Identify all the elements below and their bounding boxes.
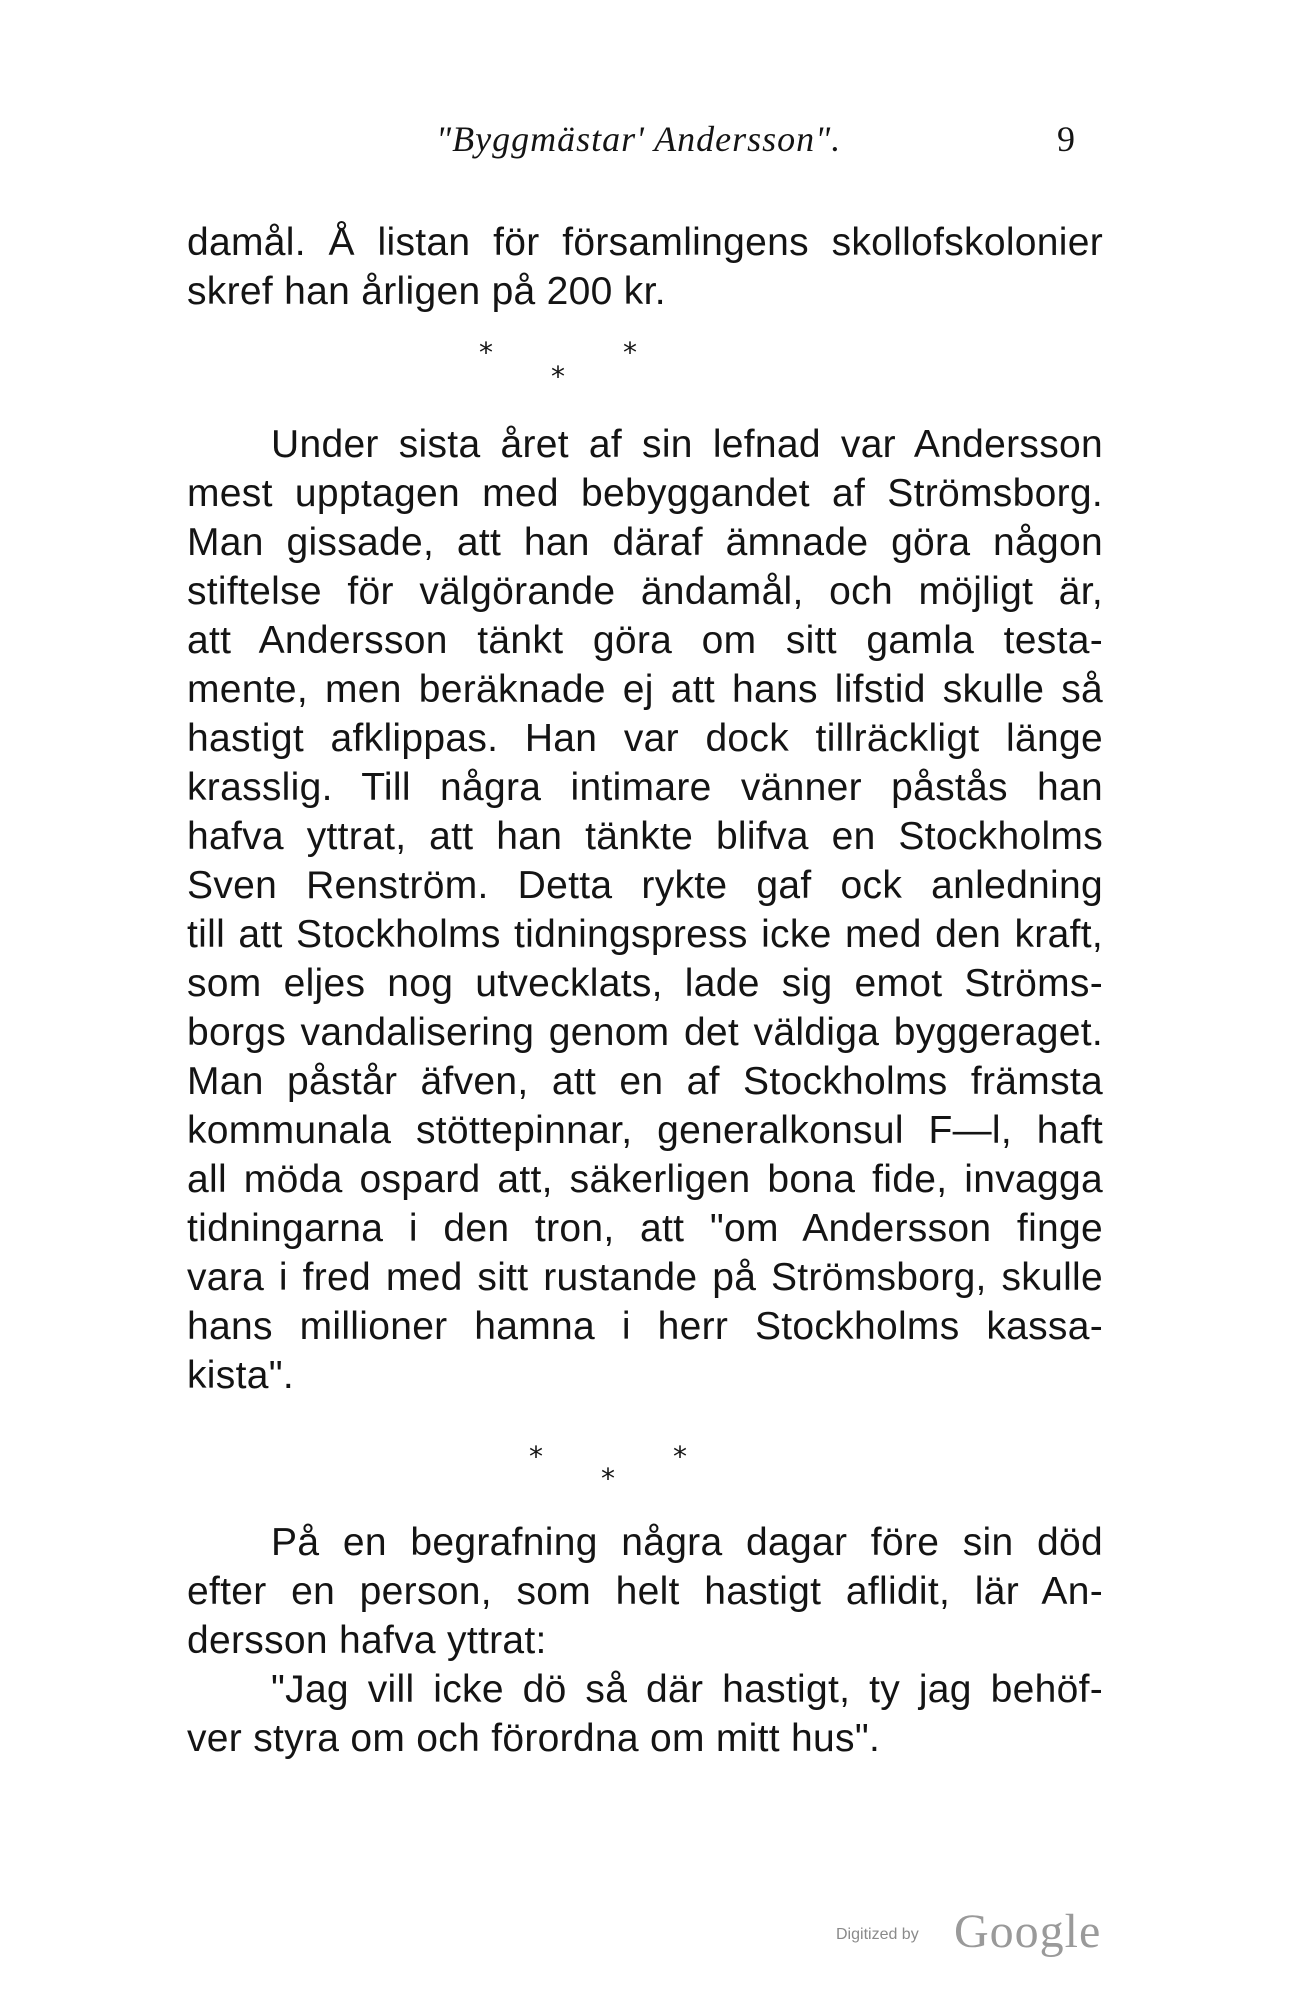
text-line: På en begrafning några dagar före sin död <box>271 1521 1103 1564</box>
section-break-asterism <box>187 1400 1103 1518</box>
text-line: mente, men beräknade ej att hans lifstid skulle så <box>187 668 1103 711</box>
body-text <box>187 218 1103 1763</box>
text-line: stiftelse för välgörande ändamål, och möjligt är, <box>187 570 1103 613</box>
digitized-label: Digitized by <box>836 1926 919 1943</box>
text-line: efter en person, som helt hastigt aflidit, lär An- <box>187 1570 1103 1613</box>
running-head <box>0 118 1300 178</box>
running-title: "Byggmästar' Andersson". <box>436 119 842 159</box>
text-line: Sven Renström. Detta rykte gaf ock anledning <box>187 864 1103 907</box>
text-line: "Jag vill icke dö så där hastigt, ty jag behöf- <box>271 1668 1103 1711</box>
text-line: kista". <box>187 1354 294 1397</box>
text-line: skref han årligen på 200 kr. <box>187 270 666 313</box>
asterism-star: * <box>479 336 493 369</box>
asterism-star: * <box>551 360 565 393</box>
asterism-star: * <box>623 336 637 369</box>
text-line: borgs vandalisering genom det väldiga byggeraget. <box>187 1011 1103 1054</box>
section-break-asterism <box>187 316 1103 420</box>
text-line: till att Stockholms tidningspress icke med den kraft, <box>187 913 1103 956</box>
text-line: Man påstår äfven, att en af Stockholms främsta <box>187 1060 1103 1103</box>
text-line: tidningarna i den tron, att "om Andersson finge <box>187 1207 1103 1250</box>
text-line: att Andersson tänkt göra om sitt gamla testa- <box>187 619 1103 662</box>
asterism-star: * <box>601 1462 615 1495</box>
text-line: vara i fred med sitt rustande på Strömsborg, skulle <box>187 1256 1103 1299</box>
asterism-star: * <box>529 1440 543 1473</box>
text-line: krasslig. Till några intimare vänner påstås han <box>187 766 1103 809</box>
text-line: mest upptagen med bebyggandet af Strömsborg. <box>187 472 1103 515</box>
asterism-star: * <box>673 1440 687 1473</box>
text-line: ver styra om och förordna om mitt hus". <box>187 1717 881 1760</box>
text-line: hafva yttrat, att han tänkte blifva en Stockholms <box>187 815 1103 858</box>
text-line: hastigt afklippas. Han var dock tillräckligt länge <box>187 717 1103 760</box>
text-line: all möda ospard att, säkerligen bona fide, invagga <box>187 1158 1103 1201</box>
text-line: Man gissade, att han däraf ämnade göra någon <box>187 521 1103 564</box>
text-line: hans millioner hamna i herr Stockholms kassa- <box>187 1305 1103 1348</box>
page-number: 9 <box>1057 119 1075 159</box>
text-line: kommunala stöttepinnar, generalkonsul F—l, haft <box>187 1109 1103 1152</box>
text-line: som eljes nog utvecklats, lade sig emot Ströms- <box>187 962 1103 1005</box>
text-line: Under sista året af sin lefnad var Andersson <box>271 423 1103 466</box>
text-line: dersson hafva yttrat: <box>187 1619 547 1662</box>
google-logo: Google <box>954 1905 1102 1958</box>
text-line: damål. Å listan för församlingens skollofskolonier <box>187 221 1103 264</box>
